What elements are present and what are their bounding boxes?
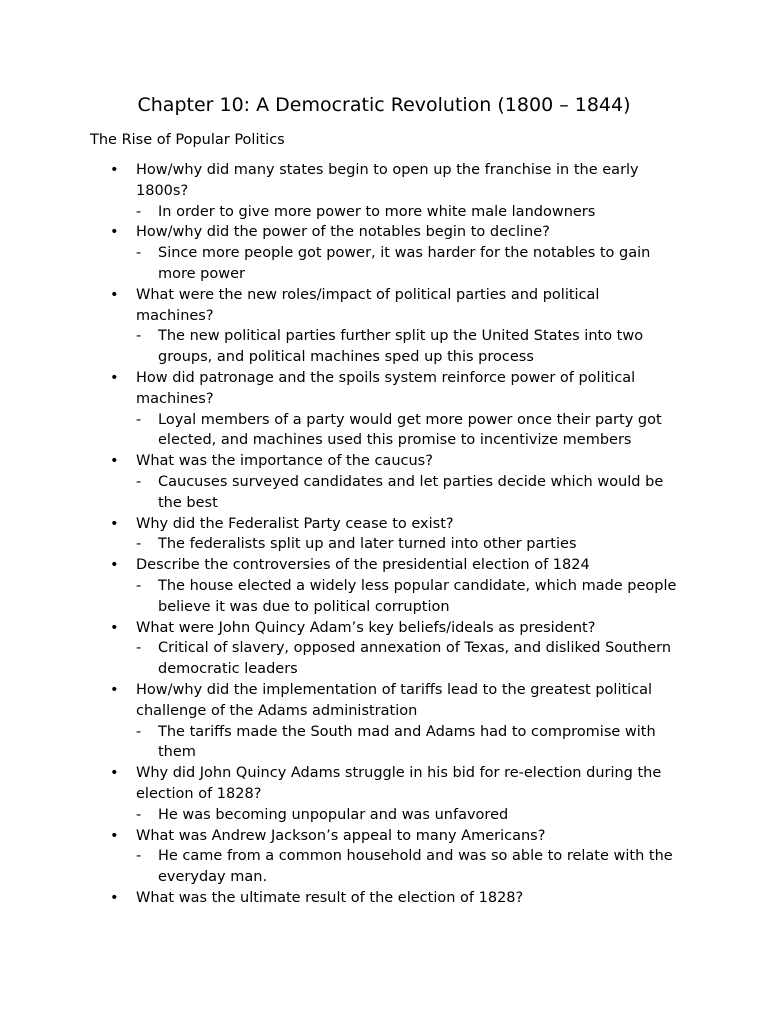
bullet-icon: • <box>110 515 119 532</box>
dash-icon: - <box>136 536 142 553</box>
answer-label: The tariffs made the South mad and Adams had to compromise with them <box>158 723 656 761</box>
answer-text <box>0 805 678 826</box>
question-label: What was the ultimate result of the election of 1828? <box>136 889 524 906</box>
section-heading: The Rise of Popular Politics <box>90 132 285 148</box>
answer-label: The new political parties further split up the United States into two groups, and political machines sped up this process <box>158 328 644 366</box>
answer-text <box>0 326 678 368</box>
answer-label: He came from a common household and was so able to relate with the everyday man. <box>158 848 673 886</box>
answer-label: The house elected a widely less popular candidate, which made people believe it was due to political corruption <box>158 577 677 615</box>
bullet-icon: • <box>110 889 119 906</box>
dash-icon: - <box>136 203 142 220</box>
answer-label: Since more people got power, it was harder for the notables to gain more power <box>158 245 651 282</box>
answer-text <box>0 638 678 680</box>
question-label: How did patronage and the spoils system reinforce power of political machines? <box>136 369 636 407</box>
list-item <box>0 555 768 617</box>
bullet-icon: • <box>110 286 119 303</box>
question-text <box>0 285 676 327</box>
list-item <box>0 160 768 222</box>
question-text <box>0 555 676 576</box>
question-label: Describe the controversies of the presidential election of 1824 <box>136 557 590 574</box>
answer-text <box>0 202 678 223</box>
answer-text <box>0 576 678 618</box>
bullet-icon: • <box>110 224 119 241</box>
answer-text <box>0 534 678 555</box>
dash-icon: - <box>136 411 142 428</box>
question-label: What were the new roles/impact of political parties and political machines? <box>136 286 600 324</box>
question-label: Why did the Federalist Party cease to exist? <box>136 515 454 532</box>
question-text <box>0 826 676 847</box>
question-label: What was Andrew Jackson’s appeal to many Americans? <box>136 827 546 844</box>
dash-icon: - <box>136 328 142 345</box>
page-title: Chapter 10: A Democratic Revolution (1800 – 1844) <box>137 94 631 116</box>
list-item <box>0 763 768 825</box>
list-item <box>0 451 768 513</box>
question-text <box>0 514 676 535</box>
answer-label: In order to give more power to more white male landowners <box>158 203 596 220</box>
answer-text <box>0 243 678 285</box>
question-text <box>0 222 676 243</box>
question-text <box>0 680 676 722</box>
bullet-icon: • <box>110 369 119 386</box>
dash-icon: - <box>136 473 142 490</box>
answer-label: Loyal members of a party would get more power once their party got elected, and machines used this promise to incentivize members <box>158 411 662 449</box>
answer-label: Caucuses surveyed candidates and let parties decide which would be the best <box>158 473 664 511</box>
question-label: How/why did the implementation of tariffs lead to the greatest political challenge of the Adams administration <box>136 681 653 719</box>
answer-label: The federalists split up and later turned into other parties <box>158 536 577 553</box>
bullet-icon: • <box>110 619 119 636</box>
list-item <box>0 514 768 556</box>
question-text <box>0 368 676 410</box>
question-text <box>0 618 676 639</box>
bullet-icon: • <box>110 827 119 844</box>
list-item <box>0 368 768 451</box>
question-text <box>0 451 676 472</box>
list-item <box>0 222 768 284</box>
question-label: What was the importance of the caucus? <box>136 453 433 470</box>
answer-text <box>0 846 678 888</box>
answer-text <box>0 472 678 514</box>
question-text <box>0 763 676 805</box>
bullet-icon: • <box>110 557 119 574</box>
answer-label: He was becoming unpopular and was unfavored <box>158 806 509 823</box>
dash-icon: - <box>136 245 142 262</box>
list-item <box>0 888 768 909</box>
list-item <box>0 285 768 368</box>
question-text <box>0 888 676 909</box>
dash-icon: - <box>136 640 142 657</box>
question-label: How/why did the power of the notables begin to decline? <box>136 224 550 241</box>
question-list <box>0 160 768 909</box>
bullet-icon: • <box>110 162 119 178</box>
answer-label: Critical of slavery, opposed annexation of Texas, and disliked Southern democratic leaders <box>158 640 672 678</box>
dash-icon: - <box>136 577 142 594</box>
bullet-icon: • <box>110 681 119 698</box>
list-item <box>0 618 768 680</box>
bullet-icon: • <box>110 453 119 470</box>
bullet-icon: • <box>110 765 119 782</box>
question-label: What were John Quincy Adam’s key beliefs/ideals as president? <box>136 619 596 636</box>
dash-icon: - <box>136 848 142 865</box>
list-item <box>0 680 768 763</box>
dash-icon: - <box>136 806 142 823</box>
question-text <box>0 160 676 202</box>
question-label: How/why did many states begin to open up the franchise in the early 1800s? <box>136 162 639 199</box>
answer-text <box>0 722 678 764</box>
list-item <box>0 826 768 888</box>
answer-text <box>0 410 678 452</box>
question-label: Why did John Quincy Adams struggle in his bid for re-election during the election of 1828? <box>136 765 662 802</box>
dash-icon: - <box>136 723 142 740</box>
